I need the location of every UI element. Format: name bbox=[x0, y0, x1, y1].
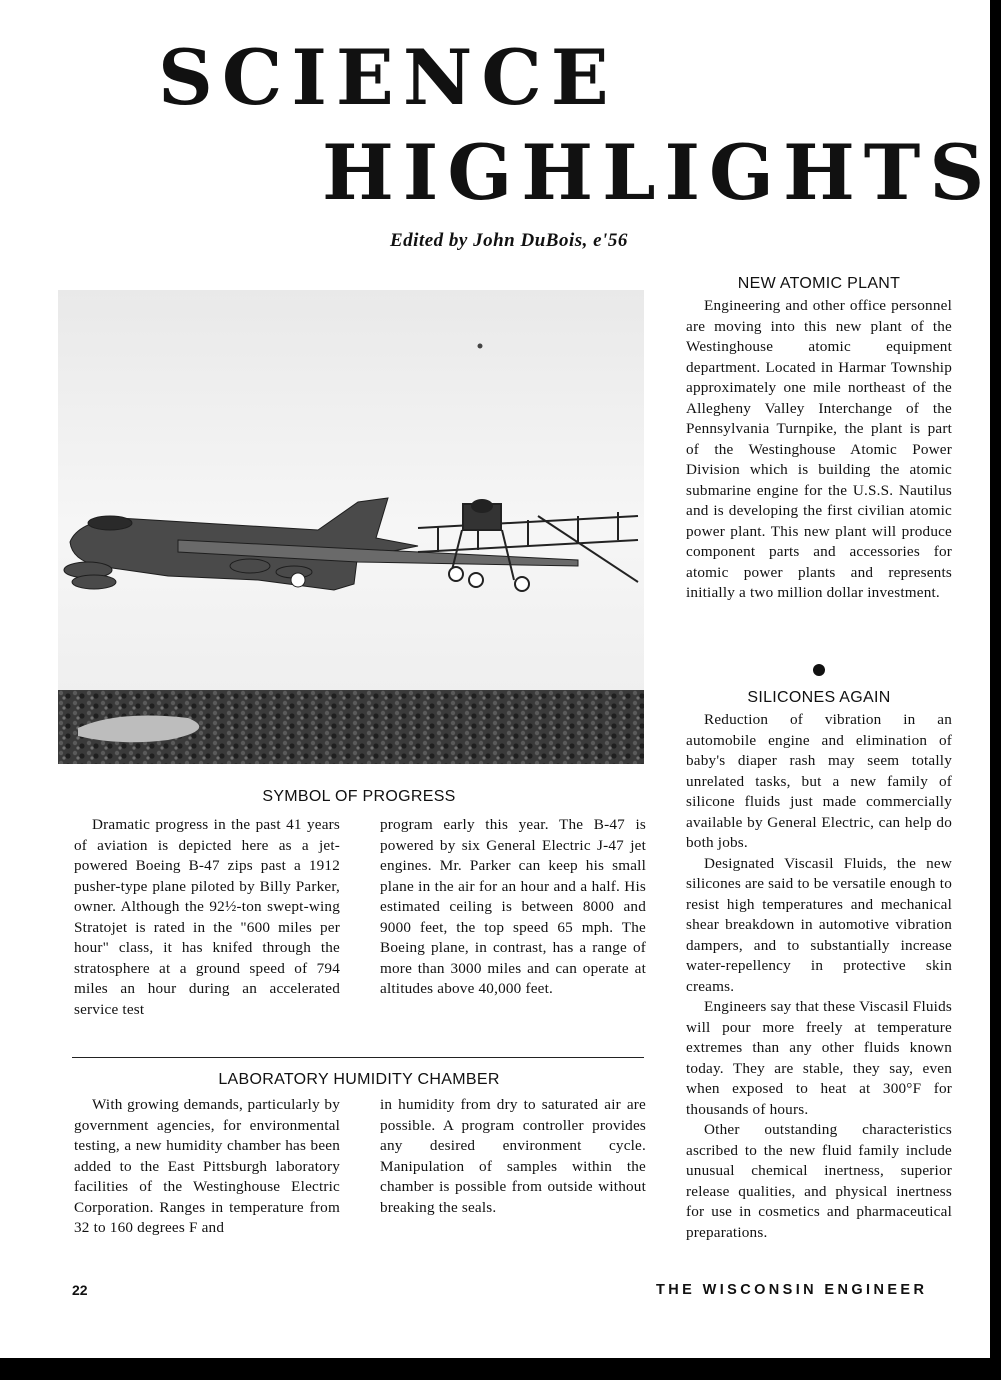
progress-column-2 bbox=[380, 815, 646, 1000]
progress-paragraph: Dramatic progress in the past 41 years of aviation is depicted here as a jet-powered Boeing B-47 zips past a 1912 pusher-type plane piloted by Billy Parker, owner. Although the 92½-ton swept-wing Stratojet is rated in the "600 miles per hour" class, it has knifed through the stratosphere at a ground speed of 794 miles an hour during an accelerated service test bbox=[74, 816, 340, 1018]
magazine-name: THE WISCONSIN ENGINEER bbox=[656, 1282, 928, 1298]
humidity-paragraph: With growing demands, particularly by government agencies, for environmental testing, a new humidity chamber has been added to the East Pittsburgh laboratory facilities of the Westinghouse Electric Corporation. Ranges in temperature from 32 to 160 degrees F and bbox=[74, 1096, 340, 1236]
progress-paragraph-continued: program early this year. The B-47 is powered by six General Electric J-47 jet engines. Mr. Parker can keep his small plane in the air for an hour and a half. His estimated ceiling is between 8000 and 9000 feet, the top speed 65 mph. The Boeing plane, in contrast, has a range of more than 3000 miles and can operate at altitudes above 40,000 feet. bbox=[380, 816, 646, 997]
section-divider-bullet bbox=[813, 664, 825, 676]
atomic-plant-heading: NEW ATOMIC PLANT bbox=[737, 275, 901, 292]
page-title-line1: SCIENCE bbox=[158, 33, 618, 122]
atomic-plant-body bbox=[686, 296, 952, 604]
silicones-paragraph: Designated Viscasil Fluids, the new silicones are said to be versatile enough to resist high temperatures and mechanical shear breakdown in automotive vibration dampers, and to substantially increase water-repellency in protective skin creams. bbox=[686, 854, 952, 995]
silicones-paragraph: Reduction of vibration in an automobile engine and elimination of baby's diaper rash may seem totally unrelated tasks, but a new family of silicone fluids just made commercially available by General Electric, can help do both jobs. bbox=[686, 711, 952, 851]
silicones-body bbox=[686, 710, 952, 1243]
aircraft-photo bbox=[58, 290, 644, 764]
section-rule bbox=[72, 1057, 644, 1058]
atomic-plant-paragraph: Engineering and other office personnel are moving into this new plant of the Westinghouse atomic equipment department. Located in Harmar Township approximately one mile northeast of the Allegheny Valley Interchange of the Pennsylvania Turnpike, the plant is part of the Westinghouse Atomic Power Division which is building the atomic submarine engine for the U.S.S. Nautilus and is developing the first civilian atomic power plant. This new plant will produce component parts and accessories for atomic power plants and represents initially a two million dollar investment. bbox=[686, 297, 952, 601]
symbol-of-progress-heading: SYMBOL OF PROGRESS bbox=[262, 788, 456, 805]
humidity-paragraph-continued: in humidity from dry to saturated air are possible. A program controller provides any desired environment cycle. Manipulation of samples within the chamber is possible from outside without breaking the seals. bbox=[380, 1096, 646, 1216]
silicones-heading: SILICONES AGAIN bbox=[747, 689, 891, 706]
progress-column-1 bbox=[74, 815, 340, 1020]
humidity-column-2 bbox=[380, 1095, 646, 1218]
silicones-paragraph: Engineers say that these Viscasil Fluids will pour more freely at temperature extremes than any other fluids known today. They are stable, they say, even when exposed to heat at 300°F for thousands of hours. bbox=[686, 998, 952, 1118]
page-title-line2: HIGHLIGHTS bbox=[322, 128, 994, 217]
sky-speck bbox=[478, 344, 483, 349]
scan-edge-bottom bbox=[0, 1358, 1001, 1380]
humidity-chamber-heading: LABORATORY HUMIDITY CHAMBER bbox=[218, 1071, 500, 1088]
silicones-paragraph: Other outstanding characteristics ascribed to the new fluid family include unusual chemical inertness, superior release qualities, and physical inertness for use in cosmetics and pharmaceutical preparations. bbox=[686, 1121, 952, 1241]
page-number: 22 bbox=[72, 1282, 88, 1298]
humidity-column-1 bbox=[74, 1095, 340, 1239]
editor-byline: Edited by John DuBois, e'56 bbox=[390, 230, 628, 251]
